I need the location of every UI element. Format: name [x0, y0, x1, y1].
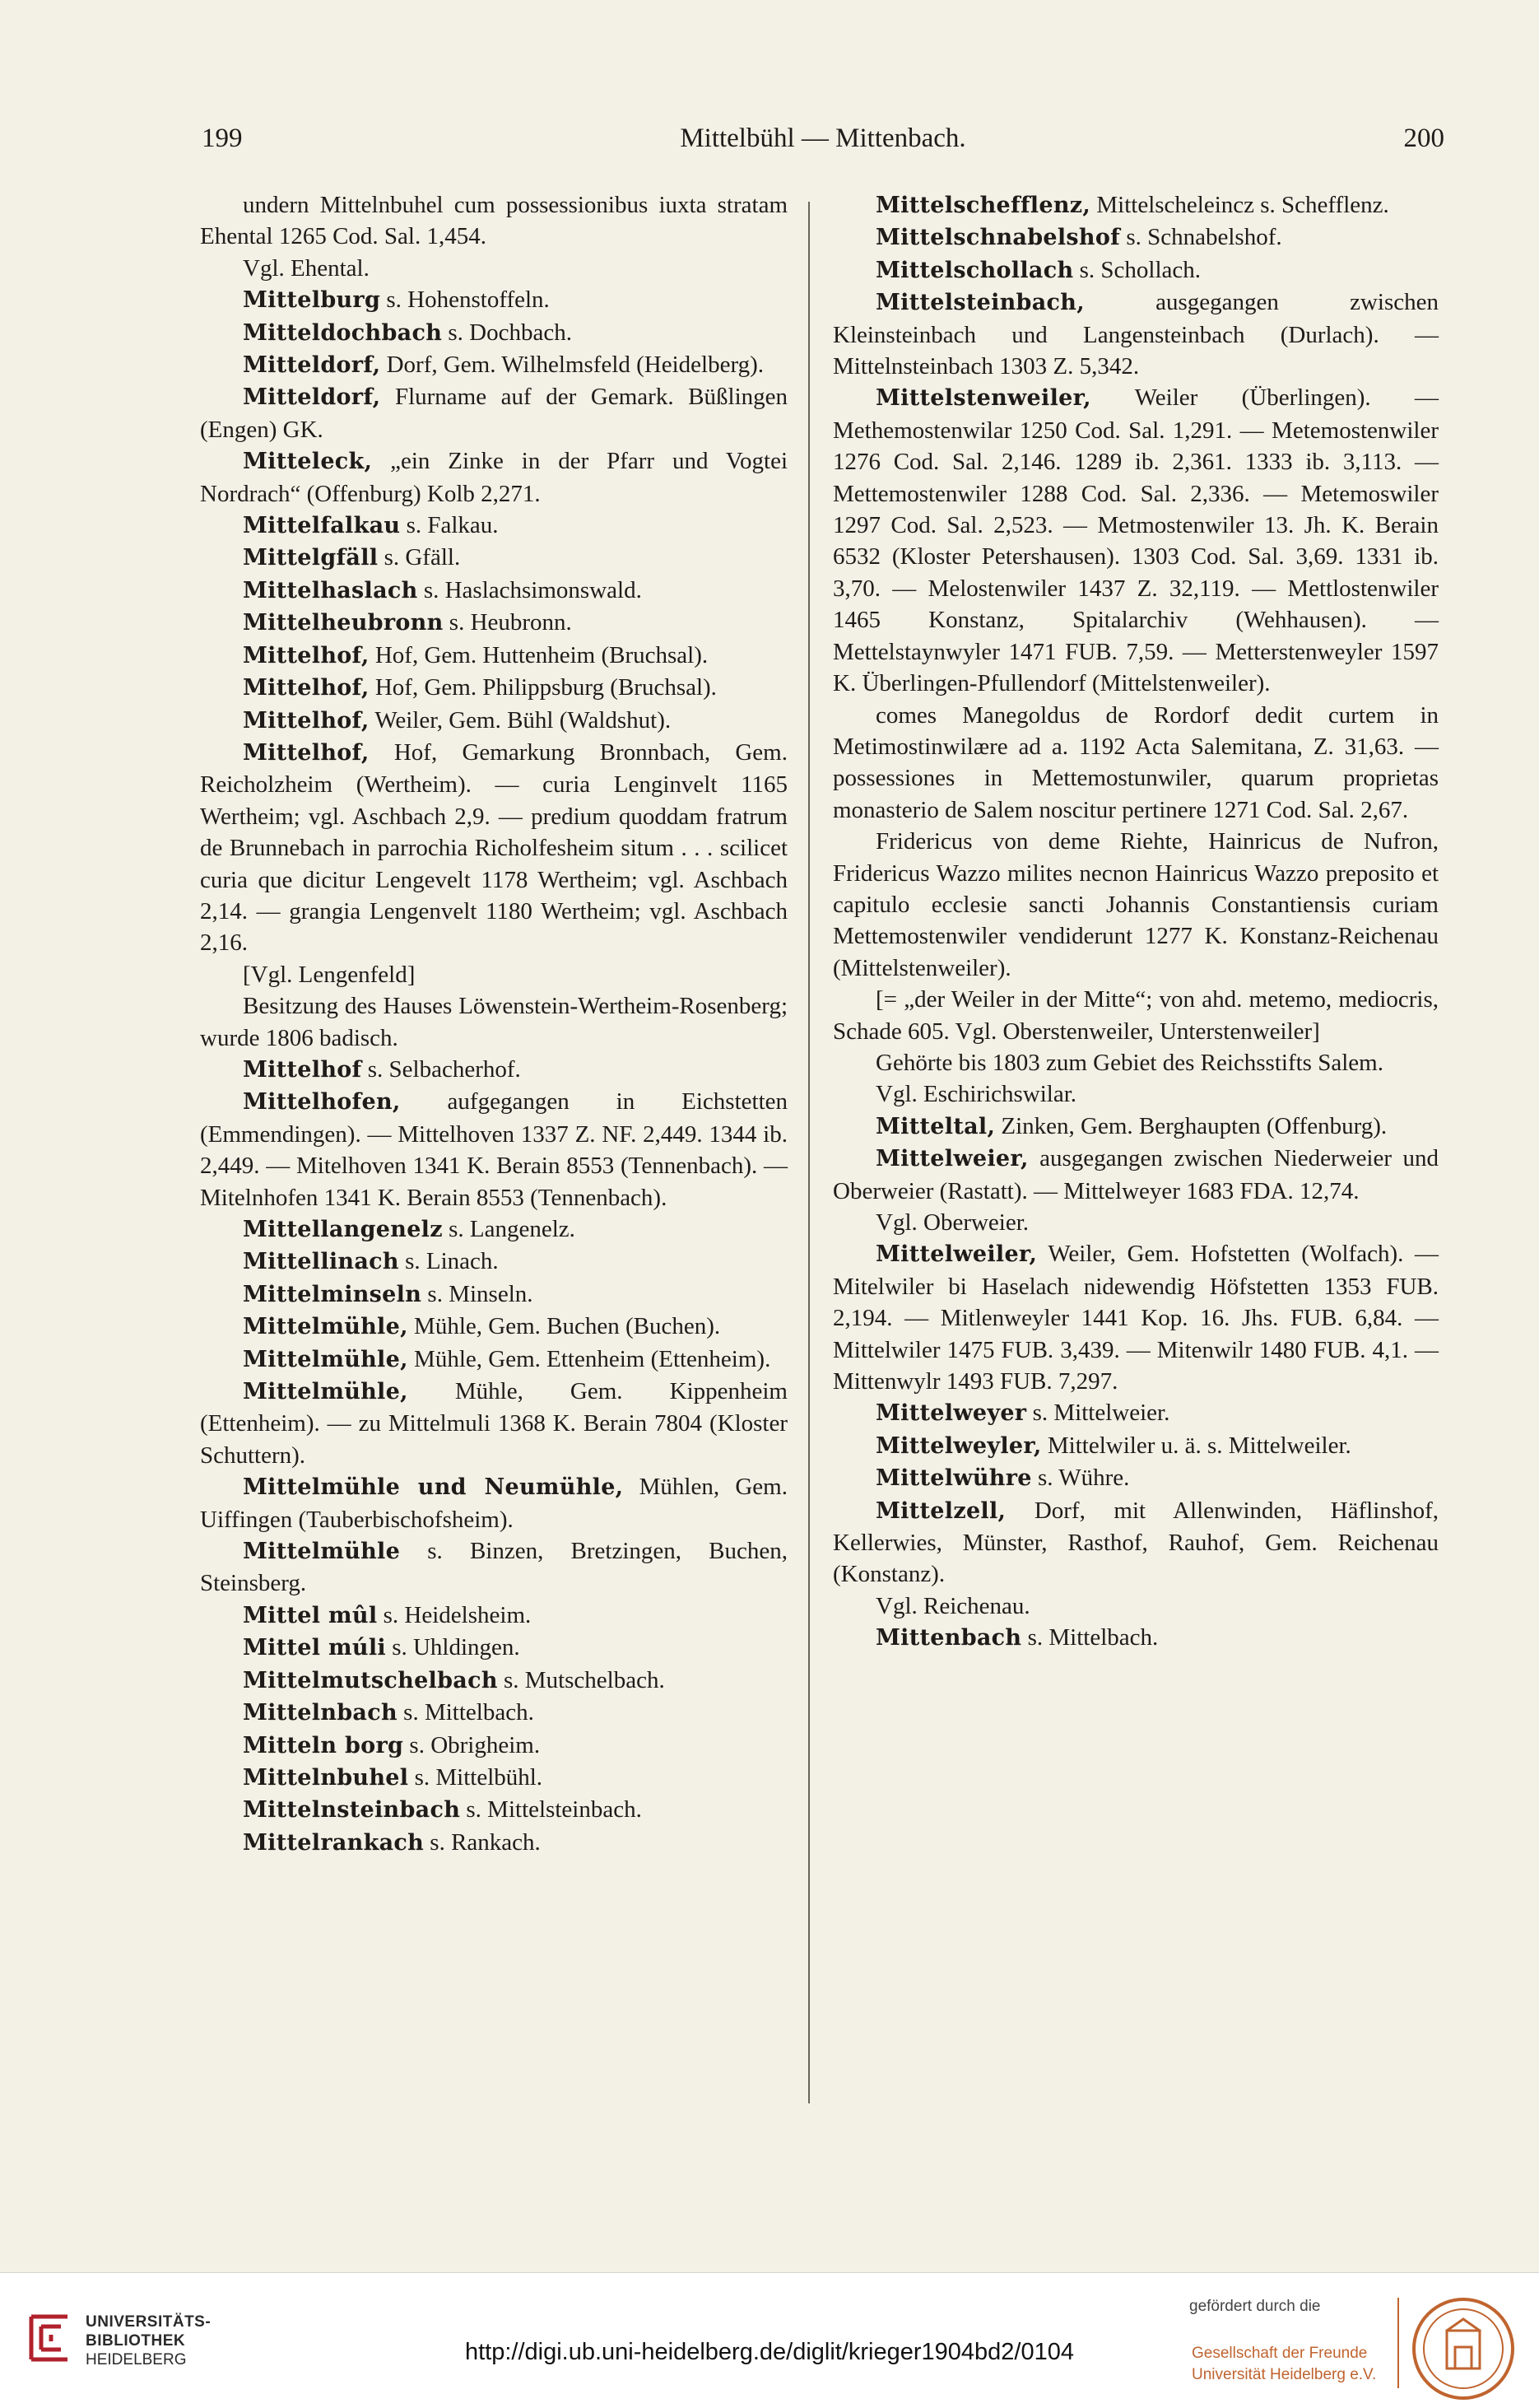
dictionary-entry — [200, 284, 788, 316]
entry-headword: Mitteleck, — [243, 449, 373, 475]
entry-headword: Mittelwühre — [876, 1465, 1032, 1492]
entry-text: Weiler (Überlingen). — Methemostenwilar 1250 Cod. Sal. 1,291. — Metemostenwiler 1276 Cod. Sal. 2,146. 1289 ib. 2,361. 1333 ib. 3,113. — Mettemostenwiler 1288 Cod. Sal. 2,336. — Metemoswiler 1297 Cod. Sal. 2,523. — Metmostenwiler 13. Jh. K. Berain 6532 (Kloster Petershausen). 1303 Cod. Sal. 3,69. 1331 ib. 3,70. — Melostenwiler 1437 Z. 32,119. — Mettlostenwiler 1465 Konstanz, Spitalarchiv (Wehhausen). — Mettelstaynwyler 1471 FUB. 7,59. — Metterstenweyler 1597 K. Überlingen-Pfullendorf (Mittelstenweiler). — [833, 384, 1439, 697]
page-number-right: 200 — [1403, 123, 1444, 153]
dictionary-entry — [833, 1622, 1439, 1654]
entry-headword: Mittelweyler, — [876, 1432, 1042, 1459]
entry-text: s. Gfäll. — [378, 544, 461, 571]
dictionary-entry — [200, 737, 788, 959]
dictionary-entry — [833, 984, 1439, 1047]
entry-text: Hof, Gem. Philippsburg (Bruchsal). — [369, 674, 717, 701]
entry-text: s. Heidelsheim. — [377, 1601, 532, 1628]
entry-headword: Mittelnbach — [243, 1700, 398, 1726]
entry-text: Fridericus von deme Riehte, Hainricus de Nufron, Fridericus Wazzo milites necnon Hainricus Wazzo preposito et capitulo ecclesie sancti Johannis Constantiensis curiam Mettemostenwiler vendiderunt 1277 K. Konstanz-Reichenau (Mittelstenweiler). — [833, 828, 1439, 981]
dictionary-entry — [200, 990, 788, 1054]
entry-text: Dorf, mit Allenwinden, Häflinshof, Kellerwies, Münster, Rasthof, Rauhof, Gem. Reichenau (Konstanz). — [833, 1497, 1439, 1588]
dictionary-entry — [833, 700, 1439, 827]
dictionary-entry — [200, 1535, 788, 1600]
entry-headword: Mittel mûl — [243, 1602, 378, 1628]
entry-headword: Mittelschnabelshof — [876, 225, 1121, 251]
entry-text: undern Mittelnbuhel cum possessionibus iuxta stratam Ehental 1265 Cod. Sal. 1,454. — [200, 192, 788, 250]
sponsor-name: Gesellschaft der Freunde Universität Heidelberg e.V. — [1192, 2345, 1377, 2383]
entry-text: s. Mittelweier. — [1026, 1400, 1170, 1427]
dictionary-entry — [200, 1376, 788, 1471]
entry-headword: Mittelgfäll — [243, 545, 379, 571]
entry-text: Hof, Gemarkung Bronnbach, Gem. Reicholzheim (Wertheim). — curia Lenginvelt 1165 Wertheim; vgl. Aschbach 2,9. — predium quoddam fratrum de Brunnebach in parrochia Richolfesheim situm . . . scilicet curia que dicitur Lengevelt 1178 Wertheim; vgl. Aschbach 2,14. — grangia Lengenvelt 1180 Wertheim; vgl. Aschbach 2,16. — [200, 738, 788, 957]
dictionary-entry — [200, 381, 788, 445]
entry-text: s. Minseln. — [421, 1280, 533, 1307]
entry-headword: Mittel múli — [243, 1635, 386, 1661]
dictionary-entry — [200, 672, 788, 704]
entry-text: s. Uhldingen. — [385, 1634, 520, 1661]
entry-headword: Mittelhofen, — [243, 1089, 401, 1116]
dictionary-entry — [200, 705, 788, 737]
entry-text: Zinken, Gem. Berghaupten (Offenburg). — [995, 1112, 1388, 1139]
entry-headword: Mittelheubronn — [243, 610, 444, 636]
entry-headword: Mittelschefflenz, — [876, 193, 1091, 218]
dictionary-entry — [833, 1462, 1439, 1494]
dictionary-entry — [200, 1730, 788, 1762]
entry-headword: Mittelmühle, — [243, 1314, 408, 1340]
entry-text: s. Obrigheim. — [403, 1731, 541, 1758]
entry-text: Mühle, Gem. Buchen (Buchen). — [407, 1313, 721, 1340]
entry-headword: Mitteldochbach — [243, 319, 443, 346]
dictionary-entry — [833, 1047, 1439, 1078]
dictionary-entry — [200, 253, 788, 284]
entry-text: Hof, Gem. Huttenheim (Bruchsal). — [369, 641, 709, 668]
dictionary-entry — [200, 542, 788, 574]
entry-text: s. Selbacherhof. — [361, 1055, 521, 1083]
dictionary-entry — [200, 1279, 788, 1311]
entry-text: s. Mittelbach. — [397, 1699, 534, 1726]
entry-headword: Mitteldorf, — [243, 352, 381, 379]
dictionary-entry — [200, 1632, 788, 1664]
entry-text: s. Heubronn. — [443, 609, 572, 636]
entry-headword: Mittelhaslach — [243, 577, 418, 603]
dictionary-entry — [200, 640, 788, 672]
entry-text: s. Wühre. — [1031, 1465, 1130, 1492]
entry-headword: Mittelweiler, — [876, 1241, 1038, 1268]
dictionary-entry — [833, 1495, 1439, 1591]
entry-text: Gehörte bis 1803 zum Gebiet des Reichsstifts Salem. — [876, 1049, 1383, 1076]
dictionary-entry — [200, 1827, 788, 1859]
entry-text: s. Schnabelshof. — [1120, 224, 1282, 251]
entry-headword: Mittelrankach — [243, 1829, 425, 1856]
entry-headword: Mittelmühle, — [243, 1379, 408, 1405]
dictionary-entry — [200, 510, 788, 542]
dictionary-entry — [833, 382, 1439, 699]
entry-headword: Mitteldorf, — [243, 384, 381, 411]
entry-text: Dorf, Gem. Wilhelmsfeld (Heidelberg). — [380, 352, 765, 379]
library-name: UNIVERSITÄTS- BIBLIOTHEK HEIDELBERG — [86, 2313, 212, 2368]
dictionary-entry — [200, 1246, 788, 1278]
entry-headword: Mittelschollach — [876, 257, 1074, 283]
entry-headword: Mittelhof, — [243, 675, 370, 701]
dictionary-entry — [833, 1238, 1439, 1397]
entry-headword: Mittelmühle — [243, 1539, 401, 1565]
entry-headword: Mittelhof, — [243, 707, 370, 734]
entry-headword: Mittelhof — [243, 1056, 362, 1083]
dictionary-entry — [200, 1213, 788, 1246]
entry-text: aufgegangen in Eichstetten (Emmendingen). — Mittelhoven 1337 Z. NF. 2,449. 1344 ib. 2,449. — Mitelhoven 1341 K. Berain 8553 (Tennenbach). — Mitelnhofen 1341 K. Berain 8553 (Tennenbach). — [200, 1088, 788, 1211]
dictionary-entry — [200, 1471, 788, 1535]
dictionary-entry — [200, 349, 788, 381]
entry-headword: Mitteltal, — [876, 1113, 996, 1139]
entry-text: Mittelwiler u. ä. s. Mittelweiler. — [1041, 1432, 1351, 1459]
entry-text: s. Falkau. — [400, 512, 499, 539]
dictionary-entry — [833, 1397, 1439, 1429]
dictionary-entry — [200, 1762, 788, 1794]
entry-text: s. Mittelbühl. — [408, 1763, 543, 1791]
dictionary-entry — [200, 959, 788, 990]
entry-text: comes Manegoldus de Rordorf dedit curtem in Metimostinwilære ad a. 1192 Acta Salemitana, Z. 31,63. — possessiones in Mettemostunwiler, quarum proprietas monasterio de Salem noscitur pertinere 1271 Cod. Sal. 2,67. — [833, 701, 1439, 823]
dictionary-entry — [833, 221, 1439, 254]
running-header — [202, 123, 1444, 173]
entry-text: ausgegangen zwischen Kleinsteinbach und Langensteinbach (Durlach). — Mittelnsteinbach 1303 Z. 5,342. — [833, 289, 1439, 380]
sponsor-label: gefördert durch die — [1189, 2298, 1321, 2315]
entry-text: „ein Zinke in der Pfarr und Vogtei Nordrach“ (Offenburg) Kolb 2,271. — [200, 448, 788, 507]
dictionary-entry — [200, 575, 788, 607]
entry-headword: Mittelfalkau — [243, 513, 401, 539]
entry-text: s. Binzen, Bretzingen, Buchen, Steinsberg. — [200, 1538, 788, 1597]
entry-text: s. Schollach. — [1073, 256, 1202, 283]
entry-text: Mittelscheleincz s. Schefflenz. — [1090, 192, 1389, 218]
dictionary-entry — [833, 189, 1439, 221]
entry-text: Besitzung des Hauses Löwenstein-Wertheim-Rosenberg; wurde 1806 badisch. — [200, 993, 788, 1051]
entry-text: s. Dochbach. — [442, 319, 572, 346]
left-column — [200, 189, 788, 1859]
entry-headword: Mitteln borg — [243, 1732, 404, 1758]
entry-headword: Mittelburg — [243, 287, 381, 314]
dictionary-entry — [833, 1111, 1439, 1143]
dictionary-entry — [200, 1794, 788, 1826]
entry-text: Vgl. Eschirichswilar. — [876, 1081, 1077, 1108]
entry-text: Mühlen, Gem. Uiffingen (Tauberbischofsheim). — [200, 1474, 788, 1533]
entry-headword: Mittelhof, — [243, 642, 370, 668]
entry-headword: Mittelnbuhel — [243, 1764, 409, 1791]
dictionary-entry — [833, 1207, 1439, 1238]
dictionary-entry — [200, 1086, 788, 1213]
dictionary-entry — [833, 254, 1439, 286]
dictionary-entry — [833, 1591, 1439, 1622]
entry-headword: Mittellangenelz — [243, 1217, 443, 1242]
running-title: Mittelbühl — Mittenbach. — [680, 123, 966, 153]
entry-headword: Mittelweier, — [876, 1146, 1029, 1172]
entry-headword: Mittelmühle und Neumühle, — [243, 1474, 624, 1501]
dictionary-entry — [200, 189, 788, 253]
dictionary-entry — [200, 607, 788, 639]
page-url-link[interactable]: http://digi.ub.uni-heidelberg.de/diglit/krieger1904bd2/0104 — [464, 2339, 1075, 2365]
entry-headword: Mittellinach — [243, 1249, 399, 1275]
entry-text: s. Langenelz. — [442, 1216, 575, 1242]
dictionary-entry — [200, 317, 788, 349]
entry-text: Flurname auf der Gemark. Büßlingen (Engen) GK. — [200, 384, 788, 443]
entry-text: s. Rankach. — [424, 1828, 541, 1856]
entry-text: s. Mittelsteinbach. — [460, 1796, 642, 1823]
entry-text: Vgl. Ehental. — [243, 254, 370, 282]
page-number-left: 199 — [202, 123, 243, 153]
dictionary-entry — [833, 826, 1439, 984]
entry-text: Mühle, Gem. Kippenheim (Ettenheim). — zu Mittelmuli 1368 K. Berain 7804 (Kloster Schuttern). — [200, 1378, 788, 1469]
university-seal-icon — [1411, 2296, 1516, 2401]
entry-text: Weiler, Gem. Bühl (Waldshut). — [369, 706, 672, 734]
entry-headword: Mittelzell, — [876, 1497, 1007, 1524]
sponsor-separator — [1397, 2298, 1399, 2388]
column-divider — [808, 202, 810, 2103]
entry-headword: Mittenbach — [876, 1625, 1022, 1651]
entry-text: Vgl. Oberweier. — [876, 1209, 1030, 1236]
entry-headword: Mittelmutschelbach — [243, 1667, 498, 1693]
dictionary-entry — [833, 1078, 1439, 1110]
entry-headword: Mittelweyer — [876, 1400, 1027, 1427]
dictionary-entry — [833, 1430, 1439, 1462]
entry-text: s. Mittelbach. — [1021, 1624, 1159, 1651]
dictionary-entry — [200, 1311, 788, 1343]
dictionary-entry — [200, 445, 788, 510]
entry-text: s. Hohenstoffeln. — [380, 286, 550, 314]
entry-headword: Mittelstenweiler, — [876, 385, 1091, 412]
dictionary-entry — [833, 286, 1439, 382]
entry-text: Weiler, Gem. Hofstetten (Wolfach). — Mitelwiler bi Haselach nidewendig Höfstetten 1353 FUB. 2,194. — Mitlenweyler 1441 Kop. 16. Jhs. FUB. 6,84. — Mittelwiler 1475 FUB. 3,439. — Mitenwilr 1480 FUB. 4,1. — Mittenwylr 1493 FUB. 7,297. — [833, 1241, 1439, 1395]
entry-headword: Mittelminseln — [243, 1281, 422, 1307]
dictionary-entry — [200, 1697, 788, 1729]
entry-headword: Mittelsteinbach, — [876, 290, 1085, 316]
dictionary-entry — [200, 1054, 788, 1086]
entry-text: Vgl. Reichenau. — [876, 1592, 1030, 1619]
dictionary-entry — [200, 1665, 788, 1697]
entry-text: s. Mutschelbach. — [497, 1666, 665, 1693]
entry-headword: Mittelmühle, — [243, 1346, 408, 1372]
entry-text: [Vgl. Lengenfeld] — [243, 961, 416, 988]
entry-text: s. Linach. — [398, 1248, 499, 1275]
entry-text: Mühle, Gem. Ettenheim (Ettenheim). — [407, 1345, 771, 1372]
dictionary-entry — [200, 1344, 788, 1376]
entry-text: s. Haslachsimonswald. — [417, 576, 642, 603]
entry-headword: Mittelnsteinbach — [243, 1797, 461, 1823]
right-column — [833, 189, 1439, 1655]
dictionary-entry — [200, 1600, 788, 1632]
entry-text: ausgegangen zwischen Niederweier und Oberweier (Rastatt). — Mittelweyer 1683 FDA. 12,74. — [833, 1145, 1439, 1204]
entry-text: [= „der Weiler in der Mitte“; von ahd. metemo, mediocris, Schade 605. Vgl. Oberstenweiler, Unterstenweiler] — [833, 986, 1439, 1045]
entry-headword: Mittelhof, — [243, 739, 370, 766]
dictionary-entry — [833, 1143, 1439, 1207]
viewer-footer — [0, 2272, 1539, 2408]
